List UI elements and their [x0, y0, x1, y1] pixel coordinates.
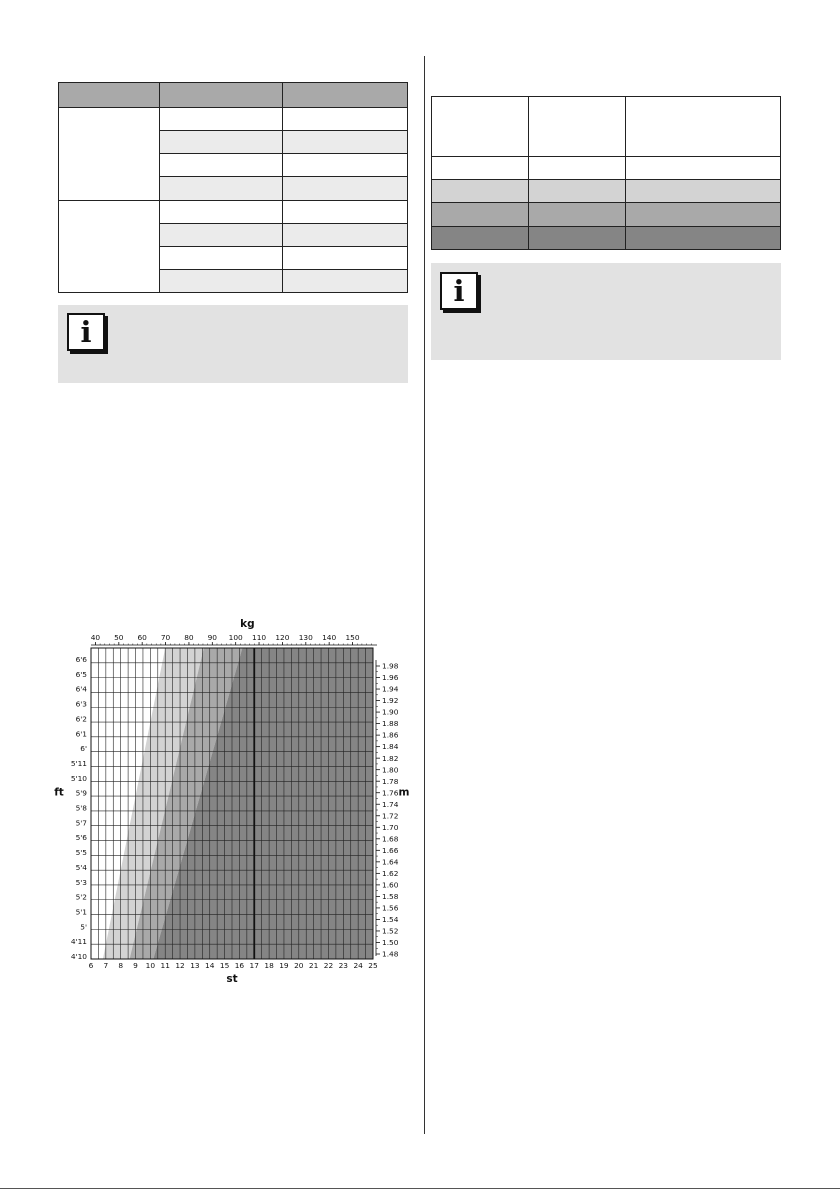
page-bottom-rule [0, 1188, 840, 1189]
ft-tick-label: 6' [80, 744, 87, 754]
st-tick-label: 11 [160, 961, 170, 970]
m-tick-label: 1.82 [382, 753, 399, 763]
m-tick-label: 1.48 [382, 949, 399, 959]
st-tick-label: 17 [249, 961, 259, 970]
m-tick-label: 1.50 [382, 938, 399, 948]
kg-tick-label: 150 [345, 633, 360, 642]
table-cell [283, 108, 408, 131]
m-tick-label: 1.62 [382, 868, 399, 878]
m-tick-label: 1.80 [382, 765, 399, 775]
table-row [432, 226, 781, 249]
m-tick-label: 1.70 [382, 822, 399, 832]
st-tick-label: 24 [353, 961, 363, 970]
m-tick-label: 1.52 [382, 926, 399, 936]
table-cell [160, 131, 283, 154]
table-cell [160, 200, 283, 223]
m-tick-label: 1.64 [382, 857, 399, 867]
m-tick-label: 1.74 [382, 799, 399, 809]
table-cell [283, 154, 408, 177]
st-tick-label: 25 [368, 961, 378, 970]
ft-tick-label: 5'10 [70, 773, 87, 783]
ft-tick-label: 5'3 [75, 877, 87, 887]
table-cell [160, 246, 283, 269]
m-tick-label: 1.96 [382, 673, 399, 683]
table-cell [432, 226, 529, 249]
m-tick-label: 1.60 [382, 880, 399, 890]
header-cell [59, 83, 160, 108]
kg-tick-label: 110 [252, 633, 267, 642]
ft-tick-label: 4'11 [70, 937, 87, 947]
st-tick-label: 15 [219, 961, 230, 970]
table-row [432, 97, 781, 157]
group-cell [59, 108, 160, 201]
m-tick-label: 1.90 [382, 707, 399, 717]
table-row [432, 180, 781, 203]
m-tick-label: 1.76 [382, 788, 399, 798]
m-tick-label: 1.56 [382, 903, 399, 913]
m-tick-label: 1.72 [382, 811, 399, 821]
m-tick-label: 1.98 [382, 661, 399, 671]
m-tick-label: 1.88 [382, 719, 399, 729]
table-cell [283, 131, 408, 154]
table-cell [626, 156, 781, 179]
table-cell [283, 246, 408, 269]
table-cell [283, 200, 408, 223]
ft-tick-label: 6'6 [75, 655, 87, 664]
header-cell [626, 97, 781, 157]
table-cell [160, 223, 283, 246]
m-tick-label: 1.86 [382, 730, 399, 740]
ft-tick-label: 6'5 [75, 669, 87, 679]
table-row [432, 156, 781, 179]
group-cell [59, 200, 160, 293]
ft-tick-label: 6'4 [75, 684, 87, 694]
kg-tick-label: 120 [275, 633, 290, 642]
table-cell [160, 177, 283, 200]
ft-tick-label: 5'4 [75, 862, 87, 872]
info-icon [440, 272, 478, 310]
left-table-header-row [59, 83, 408, 108]
info-box-right [431, 263, 781, 360]
ft-tick-label: 5' [80, 922, 87, 932]
bmi-chart [52, 614, 422, 990]
table-cell [529, 180, 626, 203]
st-tick-label: 21 [308, 961, 319, 970]
info-icon-glyph: i [80, 315, 92, 349]
table-cell [626, 180, 781, 203]
column-divider [424, 56, 425, 1134]
table-cell [283, 177, 408, 200]
header-cell [529, 97, 626, 157]
table-cell [283, 223, 408, 246]
table-row [59, 200, 408, 223]
st-tick-label: 18 [264, 961, 274, 970]
table-cell [160, 108, 283, 131]
kg-tick-label: 80 [184, 633, 194, 642]
table-cell [529, 226, 626, 249]
st-tick-label: 10 [145, 961, 156, 970]
kg-tick-label: 90 [207, 633, 218, 642]
info-box-left [58, 305, 408, 383]
m-tick-label: 1.92 [382, 696, 399, 706]
table-cell [529, 156, 626, 179]
table-cell [626, 226, 781, 249]
st-tick-label: 14 [205, 961, 215, 970]
ft-tick-label: 5'9 [75, 788, 87, 798]
table-cell [283, 269, 408, 292]
kg-tick-label: 130 [298, 633, 313, 642]
st-tick-label: 12 [175, 961, 185, 970]
st-tick-label: 20 [294, 961, 304, 970]
kg-tick-label: 60 [137, 633, 147, 642]
header-cell [283, 83, 408, 108]
st-tick-label: 7 [103, 961, 109, 970]
ft-tick-label: 4'10 [70, 952, 87, 961]
kg-tick-label: 50 [114, 633, 124, 642]
table-cell [432, 180, 529, 203]
kg-tick-label: 140 [322, 633, 337, 642]
st-tick-label: 13 [190, 961, 200, 970]
ft-tick-label: 5'6 [75, 833, 87, 843]
table-cell [160, 269, 283, 292]
table-cell [626, 203, 781, 226]
st-tick-label: 6 [88, 961, 94, 970]
st-axis-label: st [226, 973, 238, 985]
header-cell [432, 97, 529, 157]
table-row [59, 108, 408, 131]
m-tick-label: 1.66 [382, 845, 399, 855]
ft-tick-label: 5'8 [75, 803, 87, 813]
m-tick-label: 1.94 [382, 684, 399, 694]
ft-tick-label: 5'2 [75, 892, 87, 902]
table-cell [432, 156, 529, 179]
m-tick-label: 1.84 [382, 742, 399, 752]
st-tick-label: 16 [234, 961, 245, 970]
ft-axis-label: ft [54, 786, 64, 799]
ft-tick-label: 5'5 [75, 848, 87, 858]
m-axis-label: m [398, 786, 410, 799]
ft-tick-label: 6'1 [75, 729, 87, 739]
st-tick-label: 22 [323, 961, 334, 970]
m-tick-label: 1.68 [382, 834, 399, 844]
kg-tick-label: 70 [160, 633, 171, 642]
table-row [432, 203, 781, 226]
st-tick-label: 9 [133, 961, 138, 970]
kg-tick-label: 40 [90, 633, 101, 642]
table-cell [160, 154, 283, 177]
ft-tick-label: 5'7 [75, 818, 87, 828]
kg-axis-label: kg [240, 618, 255, 630]
right-table [431, 96, 781, 250]
st-tick-label: 19 [279, 961, 289, 970]
st-tick-label: 8 [118, 961, 124, 970]
m-tick-label: 1.78 [382, 776, 399, 786]
info-icon-glyph: i [453, 274, 465, 308]
ft-tick-label: 5'1 [75, 907, 87, 917]
header-cell [160, 83, 283, 108]
left-table [58, 82, 408, 293]
st-tick-label: 23 [338, 961, 349, 970]
ft-tick-label: 6'2 [75, 714, 87, 724]
table-cell [529, 203, 626, 226]
m-tick-label: 1.54 [382, 915, 399, 925]
ft-tick-label: 6'3 [75, 699, 87, 709]
info-icon [67, 313, 105, 351]
kg-tick-label: 100 [228, 633, 243, 642]
ft-tick-label: 5'11 [70, 758, 87, 768]
m-tick-label: 1.58 [382, 892, 399, 901]
table-cell [432, 203, 529, 226]
